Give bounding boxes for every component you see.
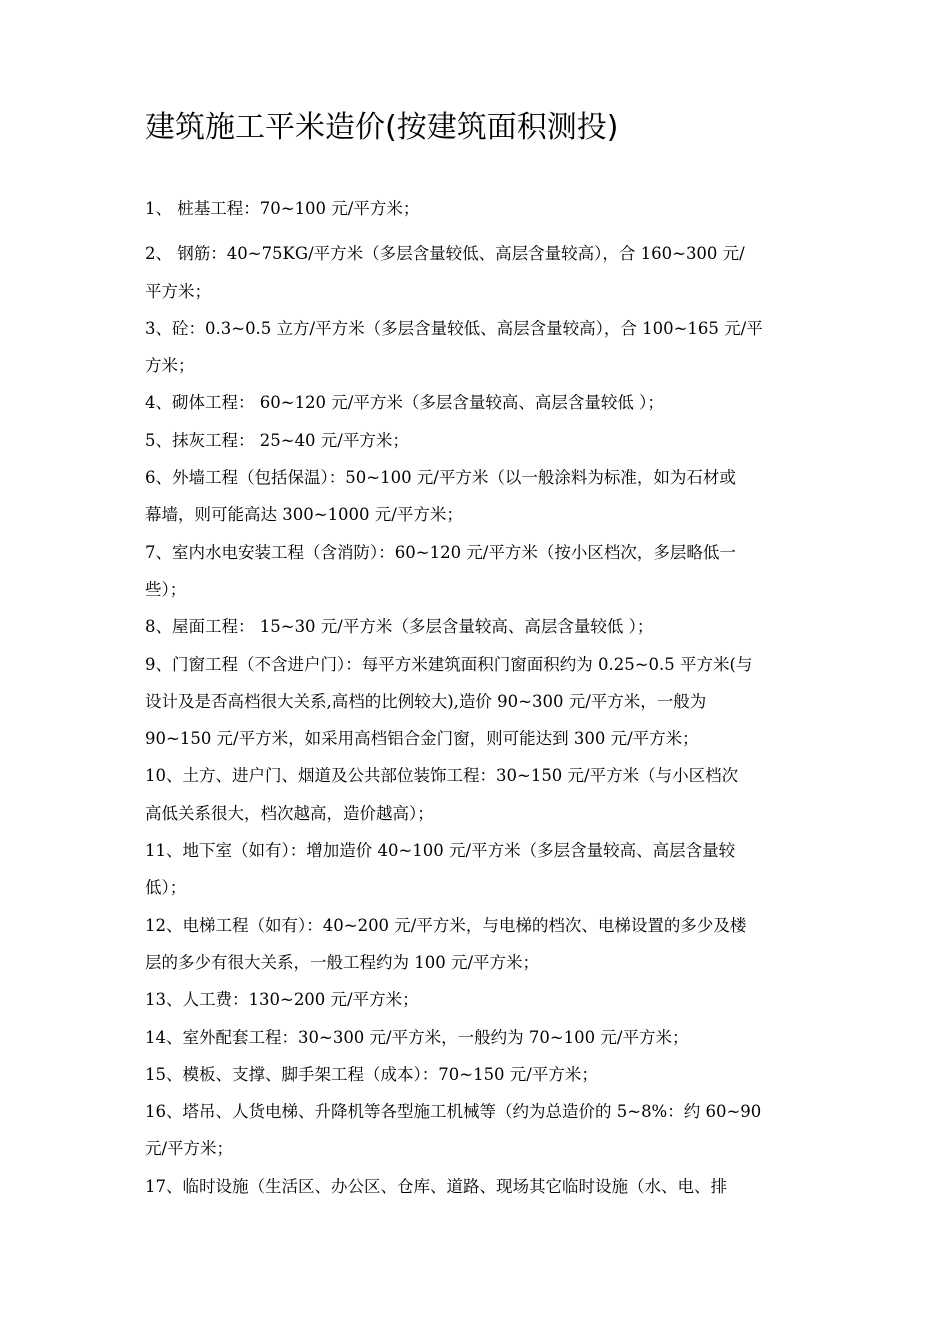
text-line: 4、砌体工程： 60~120 元/平方米（多层含量较高、高层含量较低 ）； bbox=[145, 393, 664, 413]
text-line: 设计及是否高档很大关系,高档的比例较大),造价 90~300 元/平方米，一般为 bbox=[145, 691, 707, 711]
text-line: 9、门窗工程（不含进户门）：每平方米建筑面积门窗面积约为 0.25~0.5 平方米(与 bbox=[145, 654, 753, 674]
text-line: 6、外墙工程（包括保温）：50~100 元/平方米（以一般涂料为标准，如为石材或 bbox=[145, 468, 736, 488]
text-line: 1、 桩基工程：70~100 元/平方米； bbox=[145, 199, 420, 218]
text-line: 幕墙，则可能高达 300~1000 元/平方米； bbox=[145, 505, 463, 525]
text-line: 方米； bbox=[145, 356, 195, 376]
text-line: 2、 钢筋：40~75KG/平方米（多层含量较低、高层含量较高），合 160~300 元/ bbox=[145, 244, 745, 264]
text-line: 11、地下室（如有）：增加造价 40~100 元/平方米（多层含量较高、高层含量较 bbox=[145, 841, 736, 861]
document-title: 建筑施工平米造价(按建筑面积测投) bbox=[145, 110, 619, 145]
text-line: 17、临时设施（生活区、办公区、仓库、道路、现场其它临时设施（水、电、排 bbox=[145, 1176, 727, 1196]
text-line: 层的多少有很大关系，一般工程约为 100 元/平方米； bbox=[145, 952, 540, 972]
document-body bbox=[145, 190, 810, 1205]
text-line: 3、砼：0.3~0.5 立方/平方米（多层含量较低、高层含量较高），合 100~165 元/平 bbox=[145, 318, 763, 338]
text-line: 16、塔吊、人货电梯、升降机等各型施工机械等（约为总造价的 5~8%：约 60~90 bbox=[145, 1102, 762, 1122]
text-line: 14、室外配套工程：30~300 元/平方米，一般约为 70~100 元/平方米； bbox=[145, 1027, 689, 1047]
text-line: 些）； bbox=[145, 579, 187, 599]
text-line: 元/平方米； bbox=[145, 1139, 234, 1159]
text-line: 低）； bbox=[145, 878, 187, 898]
text-line: 90~150 元/平方米，如采用高档铝合金门窗，则可能达到 300 元/平方米； bbox=[145, 729, 699, 749]
text-line: 平方米； bbox=[145, 281, 211, 301]
text-line: 12、电梯工程（如有）：40~200 元/平方米，与电梯的档次、电梯设置的多少及楼 bbox=[145, 915, 747, 935]
text-line: 10、土方、进户门、烟道及公共部位装饰工程：30~150 元/平方米（与小区档次 bbox=[145, 766, 739, 786]
text-line: 高低关系很大，档次越高，造价越高）； bbox=[145, 803, 434, 823]
text-line: 7、室内水电安装工程（含消防）：60~120 元/平方米（按小区档次，多层略低一 bbox=[145, 542, 736, 562]
text-line: 8、屋面工程： 15~30 元/平方米（多层含量较高、高层含量较低 ）； bbox=[145, 617, 654, 637]
text-line: 13、人工费：130~200 元/平方米； bbox=[145, 990, 419, 1010]
text-line: 15、模板、支撑、脚手架工程（成本）：70~150 元/平方米； bbox=[145, 1064, 598, 1084]
text-line: 5、抹灰工程： 25~40 元/平方米； bbox=[145, 430, 409, 450]
